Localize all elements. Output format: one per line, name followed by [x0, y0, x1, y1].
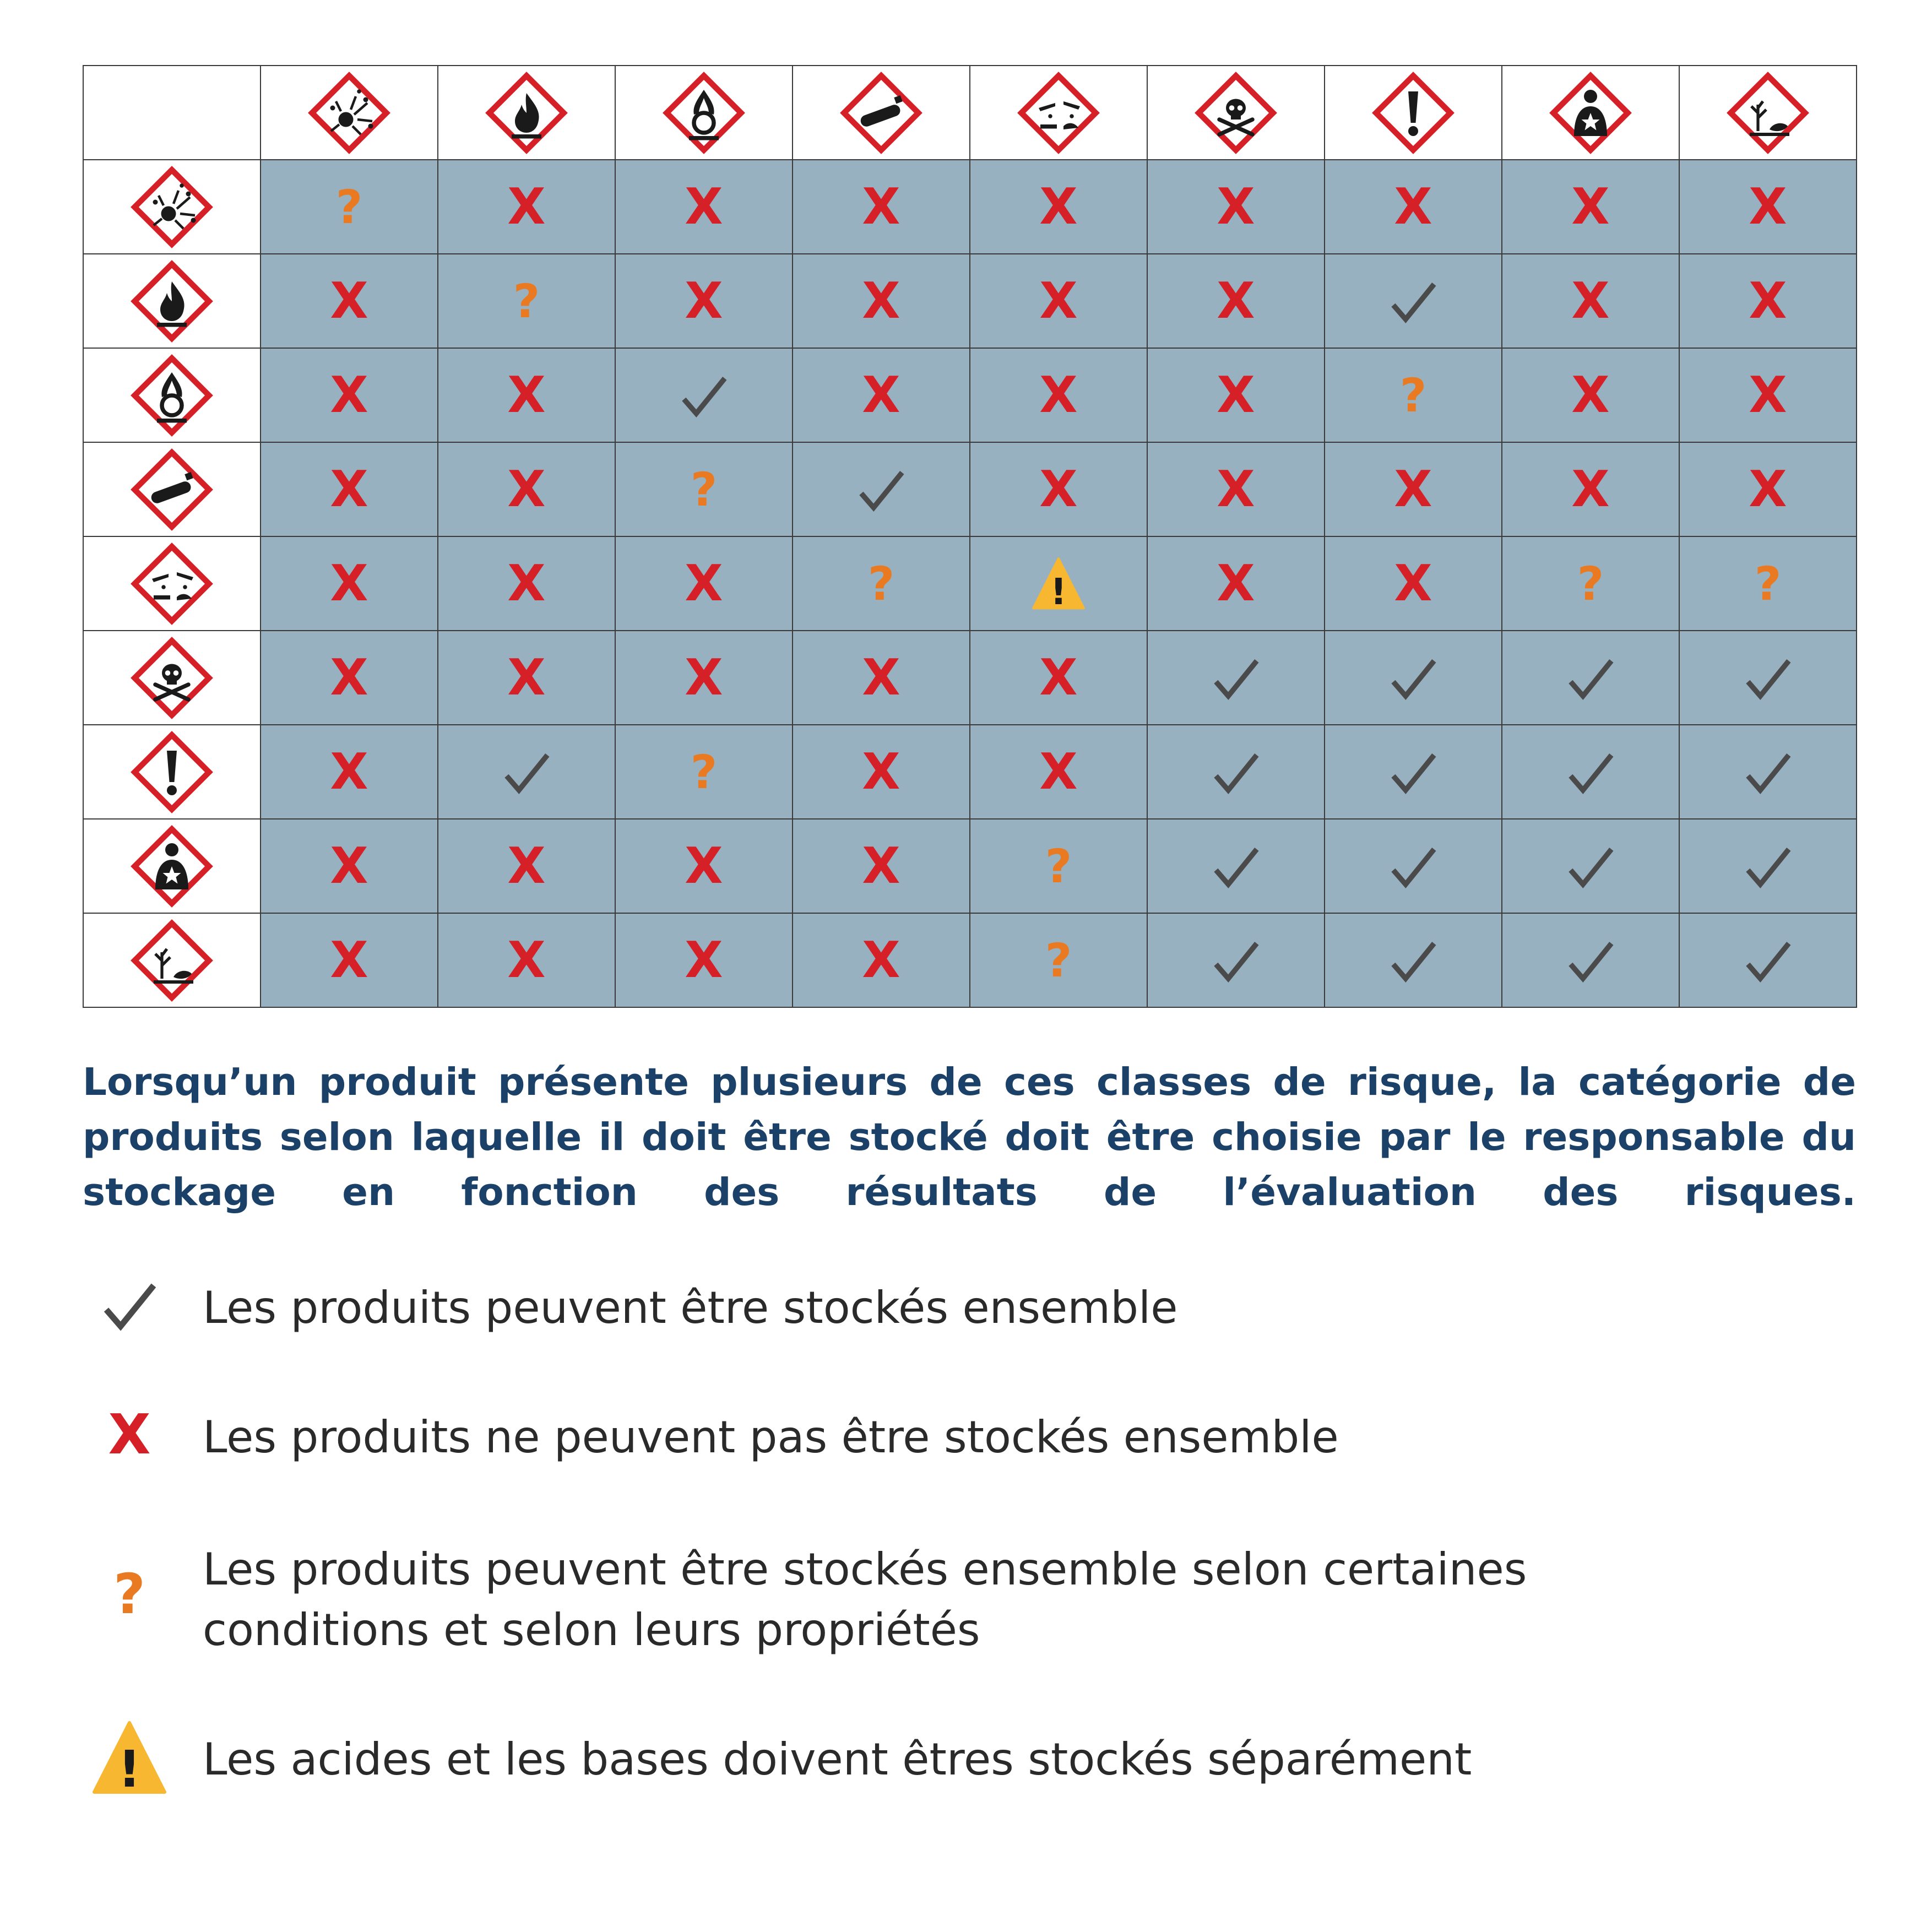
x-mark: X: [1394, 177, 1432, 236]
matrix-cell: [793, 536, 970, 631]
matrix-cell: [970, 442, 1147, 536]
x-mark: X: [1217, 554, 1255, 612]
warning-icon: [83, 1719, 176, 1799]
matrix-cell: [1325, 442, 1502, 536]
matrix-cell: [1147, 631, 1325, 725]
question-mark: ?: [1754, 556, 1782, 611]
table-row: [83, 819, 1857, 913]
column-header-environment-icon: [1679, 66, 1857, 160]
column-header-corrosive-icon: [970, 66, 1147, 160]
check-icon: [1390, 937, 1437, 984]
matrix-cell: [970, 160, 1147, 254]
matrix-cell: [261, 442, 438, 536]
x-mark: X: [507, 460, 546, 518]
compatibility-matrix: [83, 65, 1857, 1008]
gas-cylinder-icon: [840, 72, 922, 154]
x-mark: X: [862, 177, 900, 236]
exclamation-icon: [1372, 72, 1455, 154]
x-mark: X: [330, 554, 368, 612]
matrix-cell: [1147, 536, 1325, 631]
row-header-corrosive-icon: [83, 536, 261, 631]
table-row: [83, 913, 1857, 1007]
check-icon: [1212, 937, 1260, 984]
x-mark: X: [862, 742, 900, 801]
matrix-cell: [1502, 442, 1679, 536]
matrix-cell: [615, 348, 793, 442]
check-icon: [1567, 748, 1614, 796]
x-mark: X: [685, 931, 723, 989]
x-mark: X: [862, 272, 900, 330]
gas-cylinder-icon: [131, 448, 213, 531]
explosive-icon: [131, 166, 213, 248]
matrix-cell: [1502, 348, 1679, 442]
matrix-cell: [261, 913, 438, 1007]
matrix-cell: [1679, 631, 1857, 725]
matrix-cell: [615, 913, 793, 1007]
x-mark: X: [1039, 177, 1078, 236]
question-mark: ?: [690, 462, 718, 517]
x-mark: X: [1039, 366, 1078, 424]
check-icon: [83, 1278, 176, 1335]
legend-acids-bases-text: Les acides et les bases doivent êtres stockés séparément: [203, 1734, 1472, 1785]
x-mark: X: [1039, 460, 1078, 518]
matrix-cell: [793, 348, 970, 442]
matrix-cell: [438, 725, 615, 819]
check-icon: [1744, 748, 1792, 796]
x-mark: X: [507, 648, 546, 707]
x-mark: X: [1039, 742, 1078, 801]
row-header-oxidizer-icon: [83, 348, 261, 442]
matrix-cell: [1679, 254, 1857, 348]
header-row: [83, 66, 1857, 160]
x-mark: X: [330, 837, 368, 895]
matrix-cell: [1502, 725, 1679, 819]
matrix-cell: [1147, 819, 1325, 913]
check-icon: [1744, 654, 1792, 702]
flammable-icon: [131, 260, 213, 343]
matrix-cell: [261, 348, 438, 442]
x-mark: X: [1571, 177, 1610, 236]
table-row: [83, 536, 1857, 631]
x-mark: X: [507, 366, 546, 424]
check-icon: [680, 372, 728, 419]
explosive-icon: [308, 72, 390, 154]
matrix-cell: [1502, 819, 1679, 913]
matrix-cell: [1502, 254, 1679, 348]
check-icon: [1212, 748, 1260, 796]
question-mark: ?: [867, 556, 895, 611]
x-mark: X: [1571, 460, 1610, 518]
row-header-exclamation-icon: [83, 725, 261, 819]
corrosive-icon: [1017, 72, 1100, 154]
matrix-cell: [970, 631, 1147, 725]
matrix-cell: [1325, 348, 1502, 442]
row-header-environment-icon: [83, 913, 261, 1007]
matrix-cell: [261, 254, 438, 348]
matrix-cell: [261, 725, 438, 819]
matrix-cell: [438, 348, 615, 442]
x-mark: X: [685, 554, 723, 612]
x-mark: X: [862, 648, 900, 707]
question-mark: ?: [513, 274, 540, 328]
question-mark: ?: [335, 180, 363, 234]
check-icon: [1567, 843, 1614, 890]
check-icon: [1390, 748, 1437, 796]
matrix-cell: [438, 536, 615, 631]
question-mark: ?: [1045, 839, 1072, 893]
matrix-cell: [793, 160, 970, 254]
matrix-cell: [438, 254, 615, 348]
toxic-icon: [1195, 72, 1277, 154]
column-header-oxidizer-icon: [615, 66, 793, 160]
matrix-cell: [1325, 254, 1502, 348]
x-mark: X: [1039, 648, 1078, 707]
x-mark: X: [330, 272, 368, 330]
matrix-cell: [438, 442, 615, 536]
check-icon: [1567, 654, 1614, 702]
matrix-cell: [793, 442, 970, 536]
x-mark-icon: [83, 1402, 176, 1467]
matrix-cell: [1679, 819, 1857, 913]
flammable-icon: [485, 72, 568, 154]
x-mark: X: [1749, 272, 1787, 330]
matrix-cell: [615, 631, 793, 725]
matrix-cell: [970, 819, 1147, 913]
column-header-flammable-icon: [438, 66, 615, 160]
matrix-cell: [793, 913, 970, 1007]
x-mark: X: [1217, 460, 1255, 518]
x-mark: X: [685, 177, 723, 236]
x-mark: X: [330, 366, 368, 424]
x-mark: X: [1749, 366, 1787, 424]
question-mark-icon: [83, 1562, 176, 1626]
health-hazard-icon: [131, 825, 213, 908]
check-icon: [1744, 937, 1792, 984]
health-hazard-icon: [1549, 72, 1632, 154]
matrix-cell: [438, 631, 615, 725]
question-mark: ?: [1577, 556, 1604, 611]
column-header-health-hazard-icon: [1502, 66, 1679, 160]
toxic-icon: [131, 637, 213, 719]
oxidizer-icon: [131, 354, 213, 437]
corner-cell: [83, 66, 261, 160]
x-mark: X: [507, 837, 546, 895]
check-icon: [1744, 843, 1792, 890]
matrix-cell: [1147, 254, 1325, 348]
x-mark: X: [862, 837, 900, 895]
matrix-cell: [1679, 160, 1857, 254]
matrix-cell: [615, 819, 793, 913]
corrosive-icon: [131, 542, 213, 625]
matrix-cell: [1679, 442, 1857, 536]
check-icon: [1390, 843, 1437, 890]
warning-icon: [1031, 556, 1086, 611]
matrix-cell: [970, 536, 1147, 631]
x-mark: X: [507, 931, 546, 989]
oxidizer-icon: [663, 72, 745, 154]
x-mark: X: [1217, 366, 1255, 424]
table-row: [83, 442, 1857, 536]
matrix-cell: [1147, 725, 1325, 819]
x-mark: X: [330, 648, 368, 707]
x-mark: X: [507, 177, 546, 236]
x-mark: X: [685, 648, 723, 707]
matrix-cell: [1502, 631, 1679, 725]
matrix-cell: [615, 725, 793, 819]
matrix-cell: [1679, 348, 1857, 442]
matrix-cell: [970, 725, 1147, 819]
check-icon: [1390, 278, 1437, 325]
matrix-cell: [438, 819, 615, 913]
column-header-explosive-icon: [261, 66, 438, 160]
matrix-cell: [1147, 348, 1325, 442]
x-mark: X: [330, 742, 368, 801]
matrix-cell: [615, 160, 793, 254]
question-mark: ?: [690, 745, 718, 799]
x-mark: X: [1039, 272, 1078, 330]
matrix-cell: [793, 631, 970, 725]
x-mark-glyph: X: [108, 1402, 151, 1467]
environment-icon: [1727, 72, 1809, 154]
matrix-cell: [1325, 631, 1502, 725]
x-mark: X: [1394, 554, 1432, 612]
x-mark: X: [685, 837, 723, 895]
matrix-cell: [793, 819, 970, 913]
table-row: [83, 254, 1857, 348]
legend-conditional-line1: Les produits peuvent être stockés ensemble selon certaines: [203, 1544, 1527, 1595]
matrix-cell: [793, 725, 970, 819]
legend-conditional-line2: conditions et selon leurs propriétés: [203, 1604, 980, 1656]
matrix-cell: [261, 160, 438, 254]
x-mark: X: [1571, 366, 1610, 424]
x-mark: X: [685, 272, 723, 330]
x-mark: X: [330, 931, 368, 989]
matrix-cell: [970, 254, 1147, 348]
x-mark: X: [862, 931, 900, 989]
matrix-cell: [1502, 913, 1679, 1007]
row-header-flammable-icon: [83, 254, 261, 348]
matrix-cell: [1147, 913, 1325, 1007]
matrix-cell: [793, 254, 970, 348]
legend-compatible-text: Les produits peuvent être stockés ensemble: [203, 1282, 1178, 1333]
check-icon: [1567, 937, 1614, 984]
matrix-cell: [261, 631, 438, 725]
x-mark: X: [862, 366, 900, 424]
question-mark-glyph: ?: [113, 1562, 145, 1626]
check-icon: [503, 748, 550, 796]
matrix-cell: [1679, 725, 1857, 819]
check-icon: [1212, 654, 1260, 702]
matrix-cell: [1679, 536, 1857, 631]
matrix-cell: [1502, 536, 1679, 631]
row-header-toxic-icon: [83, 631, 261, 725]
matrix-cell: [970, 348, 1147, 442]
exclamation-icon: [131, 731, 213, 813]
x-mark: X: [1394, 460, 1432, 518]
matrix-cell: [438, 913, 615, 1007]
matrix-cell: [1325, 913, 1502, 1007]
x-mark: X: [507, 554, 546, 612]
legend-incompatible-text: Les produits ne peuvent pas être stockés ensemble: [203, 1412, 1339, 1463]
row-header-health-hazard-icon: [83, 819, 261, 913]
check-icon: [858, 466, 905, 513]
row-header-explosive-icon: [83, 160, 261, 254]
column-header-toxic-icon: [1147, 66, 1325, 160]
table-row: [83, 725, 1857, 819]
matrix-cell: [615, 254, 793, 348]
check-icon: [1212, 843, 1260, 890]
x-mark: X: [330, 460, 368, 518]
matrix-cell: [1325, 819, 1502, 913]
svg-text:!: !: [118, 1740, 141, 1797]
matrix-cell: [438, 160, 615, 254]
environment-icon: [131, 919, 213, 1002]
legend-conditional-text: [203, 1539, 1527, 1660]
matrix-cell: [1147, 442, 1325, 536]
matrix-cell: [1147, 160, 1325, 254]
matrix-cell: [970, 913, 1147, 1007]
matrix-cell: [615, 536, 793, 631]
x-mark: X: [1217, 272, 1255, 330]
table-row: [83, 631, 1857, 725]
column-header-gas-cylinder-icon: [793, 66, 970, 160]
x-mark: X: [1749, 177, 1787, 236]
risk-note: Lorsqu’un produit présente plusieurs de ces classes de risque, la catégorie de produits selon laquelle il doit être stocké doit être choisie par le responsable du stockage en fonction des résultats de l’évaluation des risques.: [83, 1060, 1856, 1214]
matrix-cell: [1679, 913, 1857, 1007]
x-mark: X: [1571, 272, 1610, 330]
question-mark: ?: [1399, 368, 1427, 422]
table-row: [83, 160, 1857, 254]
matrix-cell: [1325, 160, 1502, 254]
check-icon: [1390, 654, 1437, 702]
matrix-cell: [261, 536, 438, 631]
column-header-exclamation-icon: [1325, 66, 1502, 160]
matrix-cell: [615, 442, 793, 536]
table-row: [83, 348, 1857, 442]
matrix-cell: [1325, 536, 1502, 631]
matrix-cell: [1502, 160, 1679, 254]
x-mark: X: [1749, 460, 1787, 518]
warning-glyph: !: [1050, 571, 1067, 611]
matrix-cell: [261, 819, 438, 913]
x-mark: X: [1217, 177, 1255, 236]
matrix-cell: [1325, 725, 1502, 819]
row-header-gas-cylinder-icon: [83, 442, 261, 536]
question-mark: ?: [1045, 933, 1072, 987]
